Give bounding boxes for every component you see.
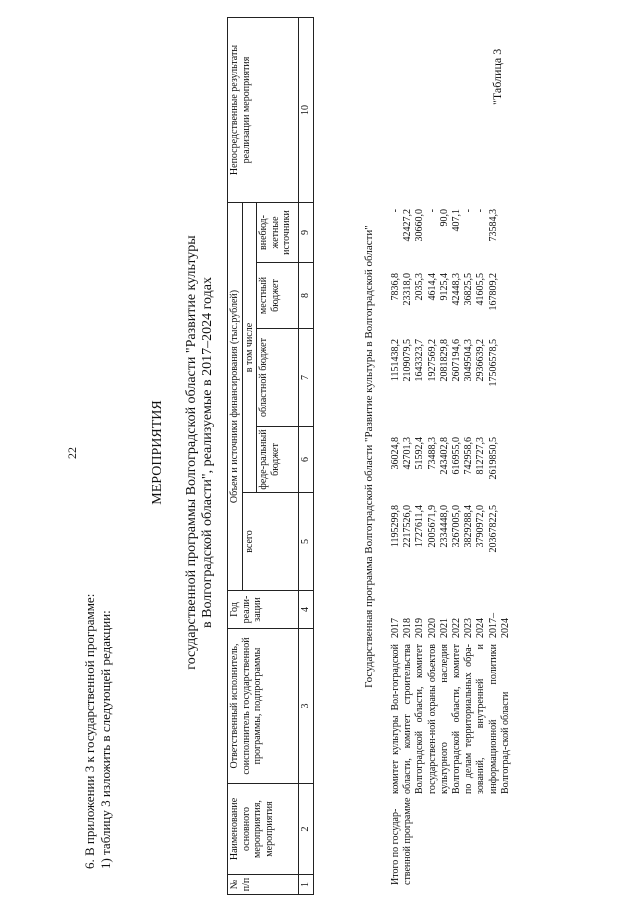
header-including: в том числе bbox=[242, 203, 257, 493]
row-total: 2334448,0 bbox=[438, 505, 450, 548]
row-federal: 73488,3 bbox=[426, 437, 438, 470]
row-extra: 42427,2 bbox=[402, 209, 414, 242]
page-number: 22 bbox=[65, 447, 79, 459]
intro-line-2: 1) таблицу 3 изложить в следующей редакции: bbox=[98, 610, 113, 869]
row-total: 20367822,5 bbox=[487, 505, 499, 553]
row-regional: 1927569,2 bbox=[426, 339, 438, 382]
years-column bbox=[390, 608, 511, 638]
row-year: 2023 bbox=[463, 618, 475, 638]
extra-column bbox=[390, 209, 500, 265]
row-extra: 73584,3 bbox=[487, 209, 499, 242]
column-number: 6 bbox=[299, 427, 314, 493]
header-results: Непосредственные результаты реализации мероприятия bbox=[228, 18, 299, 203]
federal-column bbox=[390, 437, 500, 497]
column-number: 7 bbox=[299, 329, 314, 427]
row-total: 2005671,9 bbox=[426, 505, 438, 548]
row-regional: 3049504,3 bbox=[463, 339, 475, 382]
header-year: Год реали-зации bbox=[228, 591, 299, 629]
row-local: 2035,3 bbox=[414, 273, 426, 301]
header-regional: областной бюджет bbox=[257, 329, 299, 427]
regional-column bbox=[390, 339, 500, 431]
row-local: 7836,8 bbox=[390, 273, 401, 301]
row-extra: 407,1 bbox=[450, 209, 462, 232]
local-column bbox=[390, 273, 500, 333]
header-local: местный бюджет bbox=[257, 263, 299, 329]
total-label: Итого по государ-ственной программе bbox=[390, 797, 414, 885]
row-year: 2019 bbox=[414, 618, 426, 638]
column-number: 4 bbox=[299, 591, 314, 629]
row-federal: 42701,3 bbox=[402, 437, 414, 470]
document-heading: МЕРОПРИЯТИЯ bbox=[150, 400, 165, 505]
row-regional: 2109079,5 bbox=[402, 339, 414, 382]
row-federal: 51592,4 bbox=[414, 437, 426, 470]
header-no: № п/п bbox=[228, 875, 299, 895]
row-total: 3790972,0 bbox=[475, 505, 487, 548]
row-extra: - bbox=[426, 209, 438, 213]
total-column bbox=[390, 505, 500, 595]
measures-table bbox=[227, 17, 314, 895]
row-local: 36825,5 bbox=[463, 273, 475, 306]
program-section-title: Государственная программа Волгоградской области "Развитие культуры в Волгоградской области" bbox=[363, 225, 375, 688]
row-regional: 1151438,2 bbox=[390, 339, 401, 382]
row-total: 3829288,4 bbox=[463, 505, 475, 548]
row-extra: 90,0 bbox=[438, 209, 450, 227]
row-federal: 812727,3 bbox=[475, 437, 487, 475]
header-name: Наименование основного мероприятия, мероприятия bbox=[228, 784, 299, 875]
header-extra: внебюд-жетные источники bbox=[257, 203, 299, 263]
document-title-line-2: государственной программы Волгоградской области "Развитие культуры bbox=[184, 235, 199, 670]
responsible-executors: комитет культуры Вол-гоградской области, комитет строительства Волгоградской области, комитет государствен-ной охраны объектов культурного наследия Волгоградской области, комитет по делам территориальных обра-зований, внутренней и информационной политики Волгоград-ской области bbox=[390, 644, 511, 794]
row-extra: - bbox=[463, 209, 475, 213]
document-title-line-3: в Волгоградской области", реализуемые в 2017–2024 годах bbox=[200, 277, 215, 628]
row-regional: 2607194,6 bbox=[450, 339, 462, 382]
row-extra: 30660,0 bbox=[414, 209, 426, 242]
row-regional: 2081829,8 bbox=[438, 339, 450, 382]
header-funding: Объем и источники финансирования (тыс.рублей) bbox=[228, 203, 243, 591]
column-number: 9 bbox=[299, 203, 314, 263]
row-local: 9125,4 bbox=[438, 273, 450, 301]
row-federal: 243402,8 bbox=[438, 437, 450, 475]
row-year: 2021 bbox=[438, 618, 450, 638]
row-total: 3267005,0 bbox=[450, 505, 462, 548]
column-number: 3 bbox=[299, 629, 314, 784]
row-regional: 1643323,7 bbox=[414, 339, 426, 382]
row-extra: - bbox=[390, 209, 401, 213]
column-number: 10 bbox=[299, 18, 314, 203]
header-total: всего bbox=[242, 493, 299, 591]
row-local: 4614,4 bbox=[426, 273, 438, 301]
row-total: 2217526,0 bbox=[402, 505, 414, 548]
row-total: 1195299,8 bbox=[390, 505, 401, 548]
column-number: 5 bbox=[299, 493, 314, 591]
row-year: 2022 bbox=[450, 618, 462, 638]
column-number: 2 bbox=[299, 784, 314, 875]
row-year: 2024 bbox=[475, 618, 487, 638]
row-federal: 742958,6 bbox=[463, 437, 475, 475]
row-federal: 616955,0 bbox=[450, 437, 462, 475]
header-federal: феде-ральный бюджет bbox=[257, 427, 299, 493]
row-local: 167809,2 bbox=[487, 273, 499, 311]
row-local: 41605,5 bbox=[475, 273, 487, 306]
header-responsible: Ответственный исполнитель, соисполнитель государственной программы, подпрограммы bbox=[228, 629, 299, 784]
column-number: 8 bbox=[299, 263, 314, 329]
row-year: 2017–2024 bbox=[487, 613, 511, 638]
row-regional: 2936639,2 bbox=[475, 339, 487, 382]
row-extra: - bbox=[475, 209, 487, 213]
row-regional: 17506578,5 bbox=[487, 339, 499, 387]
row-local: 23318,0 bbox=[402, 273, 414, 306]
row-federal: 36024,8 bbox=[390, 437, 401, 470]
column-number: 1 bbox=[299, 875, 314, 895]
intro-line-1: 6. В приложении 3 к государственной программе: bbox=[82, 593, 97, 869]
row-total: 1727611,4 bbox=[414, 505, 426, 548]
row-year: 2017 bbox=[390, 618, 401, 638]
row-year: 2018 bbox=[402, 618, 414, 638]
row-federal: 2619850,5 bbox=[487, 437, 499, 480]
row-year: 2020 bbox=[426, 618, 438, 638]
row-local: 42448,3 bbox=[450, 273, 462, 306]
table-label: "Таблица 3 bbox=[490, 48, 504, 105]
